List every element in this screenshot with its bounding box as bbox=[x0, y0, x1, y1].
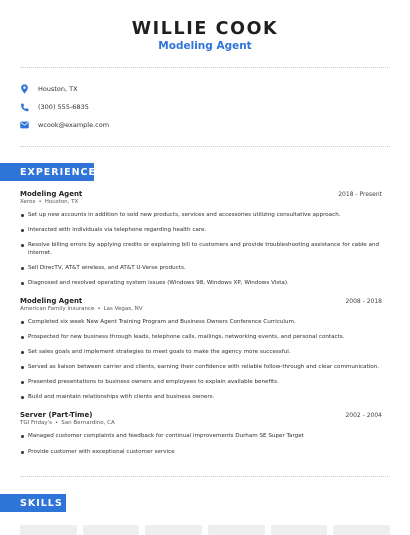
list-item: Diagnosed and resolved operating system issues (Windows 98, Windows XP, Windows Vista). bbox=[20, 279, 382, 287]
skill-tag bbox=[208, 525, 265, 535]
location-text: Houston, TX bbox=[38, 85, 78, 93]
job-employer: American Family Insurance • Las Vegas, NV bbox=[20, 306, 143, 312]
list-item: Provide customer with exceptional customer service bbox=[20, 448, 382, 456]
job-location: San Bernardino, CA bbox=[61, 420, 115, 426]
envelope-icon bbox=[20, 117, 38, 133]
contact-email bbox=[20, 116, 390, 134]
skill-tag bbox=[20, 525, 77, 535]
job-location: Las Vegas, NV bbox=[103, 306, 143, 312]
job-dates: 2002 - 2004 bbox=[345, 412, 382, 419]
job-entry bbox=[20, 297, 382, 401]
job-employer: Xerox • Houston, TX bbox=[20, 199, 79, 205]
job-bullets bbox=[20, 211, 382, 287]
skills-list bbox=[20, 525, 390, 535]
divider bbox=[20, 67, 390, 68]
job-employer: TGI Friday's • San Bernardino, CA bbox=[20, 420, 115, 426]
job-company: American Family Insurance bbox=[20, 306, 95, 312]
job-location: Houston, TX bbox=[44, 199, 79, 205]
job-company: Xerox bbox=[20, 199, 36, 205]
divider bbox=[20, 146, 390, 147]
job-title: Modeling Agent bbox=[20, 190, 83, 198]
email-link[interactable]: wcook@example.com bbox=[38, 121, 110, 129]
job-dates: 2008 - 2018 bbox=[345, 298, 382, 305]
section-heading-experience: EXPERIENCE bbox=[0, 163, 94, 181]
divider bbox=[20, 476, 390, 477]
job-entry bbox=[20, 190, 382, 287]
phone-icon bbox=[20, 99, 38, 115]
list-item: Prospected for new business through leads, telephone calls, mailings, networking events, and personal contacts. bbox=[20, 333, 382, 341]
job-company: TGI Friday's bbox=[20, 420, 53, 426]
list-item: Presented presentations to business owners and employees to explain available benefits. bbox=[20, 378, 382, 386]
candidate-name: WILLIE COOK bbox=[131, 19, 279, 39]
list-item: Set sales goals and implement strategies to meet goals to make the agency more successful. bbox=[20, 348, 382, 356]
list-item: Resolve billing errors by applying credits or explaining bill to customers and provide troubleshooting assistance for cable and internet. bbox=[20, 241, 382, 257]
list-item: Managed customer complaints and feedback for continual improvements Durham SE Super Target bbox=[20, 432, 382, 440]
list-item: Build and maintain relationships with clients and business owners. bbox=[20, 393, 382, 401]
job-bullets bbox=[20, 318, 382, 401]
resume-header bbox=[0, 0, 410, 53]
job-entry bbox=[20, 411, 382, 456]
contact-list bbox=[20, 80, 390, 134]
job-dates: 2018 - Present bbox=[338, 191, 382, 198]
list-item: Set up new accounts in addition to sold new products, services and accessories utilizing consultative approach. bbox=[20, 211, 382, 219]
skill-tag bbox=[83, 525, 140, 535]
list-item: Interacted with individuals via telephone regarding health care. bbox=[20, 226, 382, 234]
skill-tag bbox=[333, 525, 390, 535]
candidate-role: Modeling Agent bbox=[158, 40, 252, 52]
section-heading-skills: SKILLS bbox=[0, 494, 66, 512]
contact-location bbox=[20, 80, 390, 98]
list-item: Completed six week New Agent Training Program and Business Owners Conference Curriculum. bbox=[20, 318, 382, 326]
list-item: Served as liaison between carrier and clients, earning their confidence with reliable follow-through and clear communication. bbox=[20, 363, 382, 371]
skill-tag bbox=[145, 525, 202, 535]
phone-text: (300) 555-6835 bbox=[38, 103, 89, 111]
skill-tag bbox=[271, 525, 328, 535]
job-title: Server (Part-Time) bbox=[20, 411, 93, 419]
job-title: Modeling Agent bbox=[20, 297, 83, 305]
job-bullets bbox=[20, 432, 382, 456]
map-pin-icon bbox=[20, 81, 38, 97]
contact-phone bbox=[20, 98, 390, 116]
list-item: Sell DirecTV, AT&T wireless, and AT&T U-Verse products. bbox=[20, 264, 382, 272]
